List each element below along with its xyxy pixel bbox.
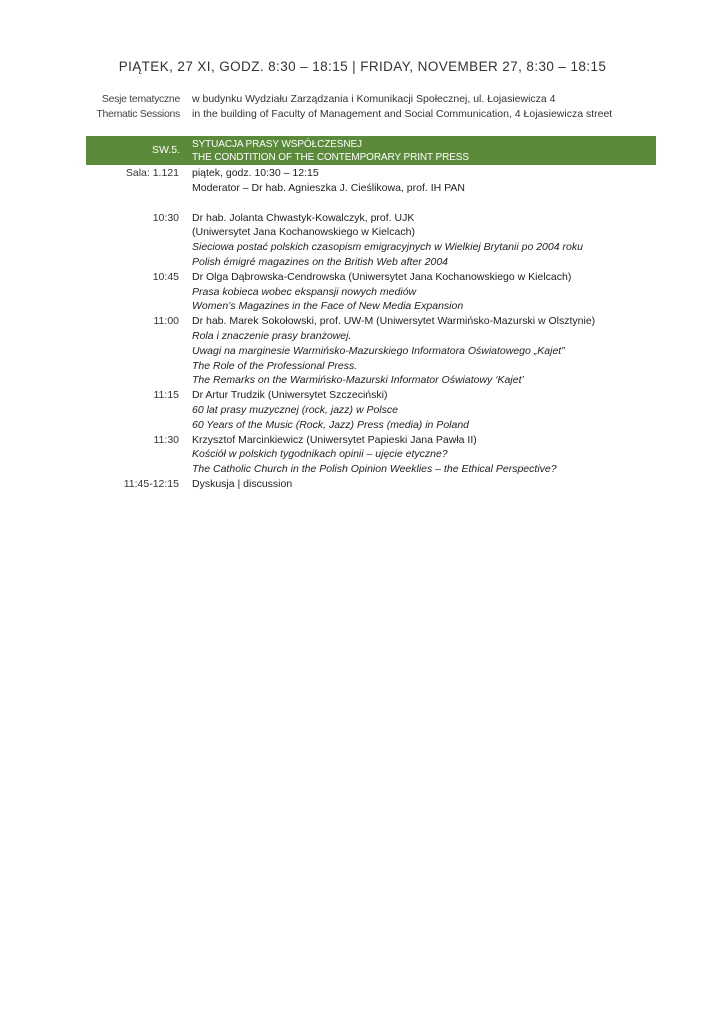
talk-row [86, 314, 656, 388]
talk-title-line: The Role of the Professional Press. [192, 359, 358, 372]
talk-title-line: Rola i znaczenie prasy branżowej. [192, 329, 352, 342]
session-code: SW.5. [151, 144, 180, 156]
talk-speaker-line: Dr hab. Jolanta Chwastyk-Kowalczyk, prof. UJK [192, 211, 415, 224]
venue-text-pl: w budynku Wydziału Zarządzania i Komunikacji Społecznej, ul. Łojasiewicza 4 [192, 93, 556, 105]
talk-speaker-line: Dr hab. Marek Sokołowski, prof. UW-M (Uniwersytet Warmińsko-Mazurski w Olsztynie) [192, 315, 596, 328]
talk-title-line: Sieciowa postać polskich czasopism emigracyjnych w Wielkiej Brytanii po 2004 roku [192, 241, 583, 254]
talk-time: 11:15 [153, 389, 179, 402]
session-schedule [86, 166, 656, 492]
talk-speaker-line: Dr Olga Dąbrowska-Cendrowska (Uniwersytet Jana Kochanowskiego w Kielcach) [192, 270, 572, 283]
session-title-en: THE CONDTITION OF THE CONTEMPORARY PRINT PRESS [192, 152, 469, 163]
venue-info [86, 92, 656, 122]
session-moderator: Moderator – Dr hab. Agnieszka J. Cieślikowa, prof. IH PAN [192, 181, 465, 194]
talk-speaker-line: Dr Artur Trudzik (Uniwersytet Szczeciński) [192, 389, 388, 402]
talk-details [179, 211, 583, 270]
talk-time: 11:45-12:15 [123, 477, 179, 490]
talk-speaker-line: Krzysztof Marcinkiewicz (Uniwersytet Papieski Jana Pawła II) [192, 433, 477, 446]
venue-label-pl: Sesje tematyczne [101, 93, 180, 105]
session-date-time: piątek, godz. 10:30 – 12:15 [192, 167, 319, 179]
talk-time: 11:00 [153, 315, 179, 328]
talk-details [179, 388, 469, 432]
talk-details [179, 270, 571, 314]
talk-row [86, 433, 656, 477]
session-title-pl: SYTUACJA PRASY WSPÓŁCZESNEJ [192, 139, 362, 150]
talk-title-line: 60 Years of the Music (Rock, Jazz) Press (media) in Poland [192, 418, 470, 431]
session-title [180, 136, 469, 165]
talk-row [86, 388, 656, 432]
talk-title-line: Kościół w polskich tygodnikach opinii – ujęcie etyczne? [192, 448, 448, 461]
talk-time: 10:30 [152, 211, 179, 224]
venue-row-pl [86, 92, 656, 107]
session-header-band [86, 136, 656, 165]
talk-details [179, 477, 292, 492]
talk-title-line: The Catholic Church in the Polish Opinion Weeklies – the Ethical Perspective? [192, 463, 557, 476]
talk-title-line: Prasa kobieca wobec ekspansji nowych mediów [192, 285, 417, 298]
talk-details [179, 433, 557, 477]
talk-title-line: Uwagi na marginesie Warmińsko-Mazurskiego Informatora Oświatowego „Kajet” [192, 344, 565, 357]
talk-row [86, 270, 656, 314]
talk-title-line: Women’s Magazines in the Face of New Media Expansion [192, 300, 464, 313]
talk-details [179, 314, 595, 388]
session-info-row [86, 166, 656, 196]
talk-speaker-line: Dyskusja | discussion [192, 477, 293, 490]
talk-title-line: The Remarks on the Warmińsko-Mazurski Informator Oświatowy ‘Kajet’ [192, 374, 524, 387]
talk-title-line: Polish émigré magazines on the British Web after 2004 [192, 255, 449, 268]
spacer [86, 196, 656, 211]
venue-label-en: Thematic Sessions [96, 108, 180, 120]
page-title: PIĄTEK, 27 XI, GODZ. 8:30 – 18:15 | FRIDAY, NOVEMBER 27, 8:30 – 18:15 [118, 59, 607, 74]
talk-time: 10:45 [152, 270, 179, 283]
talk-title-line: 60 lat prasy muzycznej (rock, jazz) w Polsce [192, 403, 398, 416]
talk-row [86, 211, 656, 270]
talk-row [86, 477, 656, 492]
venue-row-en [86, 107, 656, 122]
venue-text-en: in the building of Faculty of Management and Social Communication, 4 Łojasiewicza street [192, 108, 613, 120]
talk-speaker-line: (Uniwersytet Jana Kochanowskiego w Kielcach) [192, 226, 415, 239]
room-label: Sala: 1.121 [125, 167, 179, 179]
talk-time: 11:30 [153, 433, 179, 446]
session-info [179, 166, 465, 196]
talk-list [86, 211, 656, 492]
